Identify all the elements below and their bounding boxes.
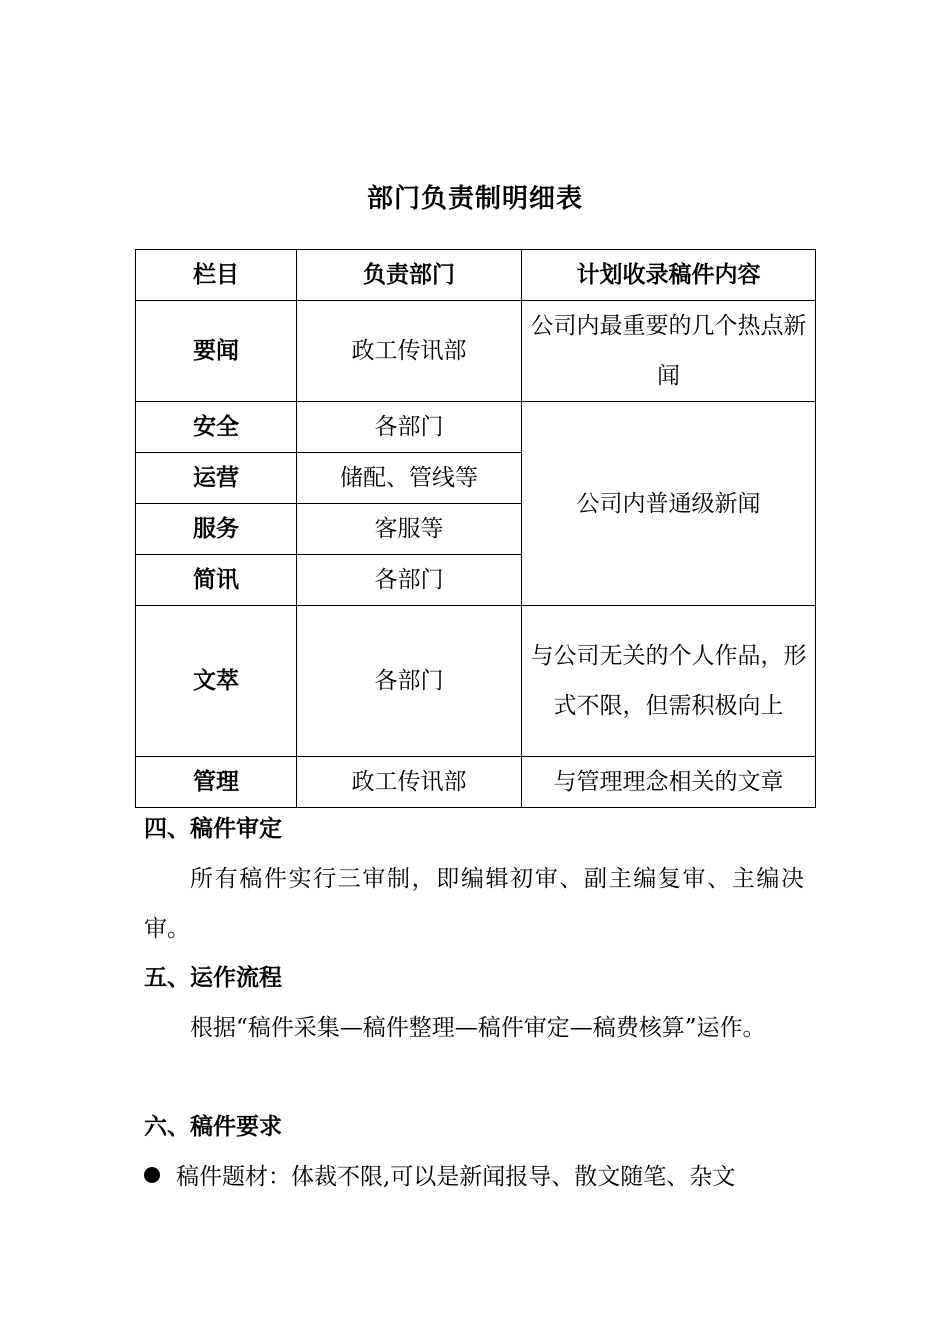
row-name: 文萃 bbox=[136, 606, 297, 757]
section-heading-requirements: 六、稿件要求 bbox=[144, 1113, 282, 1140]
table-row bbox=[136, 402, 816, 453]
section-heading-workflow: 五、运作流程 bbox=[144, 964, 282, 991]
table-row bbox=[136, 301, 816, 402]
row-content: 公司内最重要的几个热点新闻 bbox=[522, 301, 816, 402]
header-department: 负责部门 bbox=[297, 250, 522, 301]
section-text-review: 所有稿件实行三审制，即编辑初审、副主编复审、主编决审。 bbox=[144, 866, 804, 942]
row-dept: 储配、管线等 bbox=[297, 453, 522, 504]
row-name: 运营 bbox=[136, 453, 297, 504]
table-row bbox=[136, 606, 816, 757]
row-content-merged: 公司内普通级新闻 bbox=[522, 402, 816, 606]
row-name: 安全 bbox=[136, 402, 297, 453]
page-title: 部门负责制明细表 bbox=[366, 184, 583, 214]
header-content: 计划收录稿件内容 bbox=[522, 250, 816, 301]
table-row bbox=[136, 757, 816, 808]
bullet-dot-icon bbox=[144, 1167, 160, 1183]
table-header-row bbox=[136, 250, 816, 301]
row-dept: 各部门 bbox=[297, 555, 522, 606]
row-name: 管理 bbox=[136, 757, 297, 808]
row-dept: 政工传讯部 bbox=[297, 757, 522, 808]
header-column: 栏目 bbox=[136, 250, 297, 301]
row-name: 服务 bbox=[136, 504, 297, 555]
section-text-workflow: 根据“稿件采集—稿件整理—稿件审定—稿费核算”运作。 bbox=[190, 1015, 766, 1041]
department-table bbox=[135, 249, 816, 808]
row-dept: 各部门 bbox=[297, 402, 522, 453]
row-name: 简讯 bbox=[136, 555, 297, 606]
section-heading-review: 四、稿件审定 bbox=[144, 815, 282, 842]
bullet-item bbox=[144, 1155, 824, 1199]
row-content: 与公司无关的个人作品，形式不限，但需积极向上 bbox=[522, 606, 816, 757]
row-dept: 客服等 bbox=[297, 504, 522, 555]
row-dept: 各部门 bbox=[297, 606, 522, 757]
row-content: 与管理理念相关的文章 bbox=[522, 757, 816, 808]
row-dept: 政工传讯部 bbox=[297, 301, 522, 402]
row-name: 要闻 bbox=[136, 301, 297, 402]
bullet-text: 稿件题材：体裁不限,可以是新闻报导、散文随笔、杂文 bbox=[176, 1164, 736, 1190]
